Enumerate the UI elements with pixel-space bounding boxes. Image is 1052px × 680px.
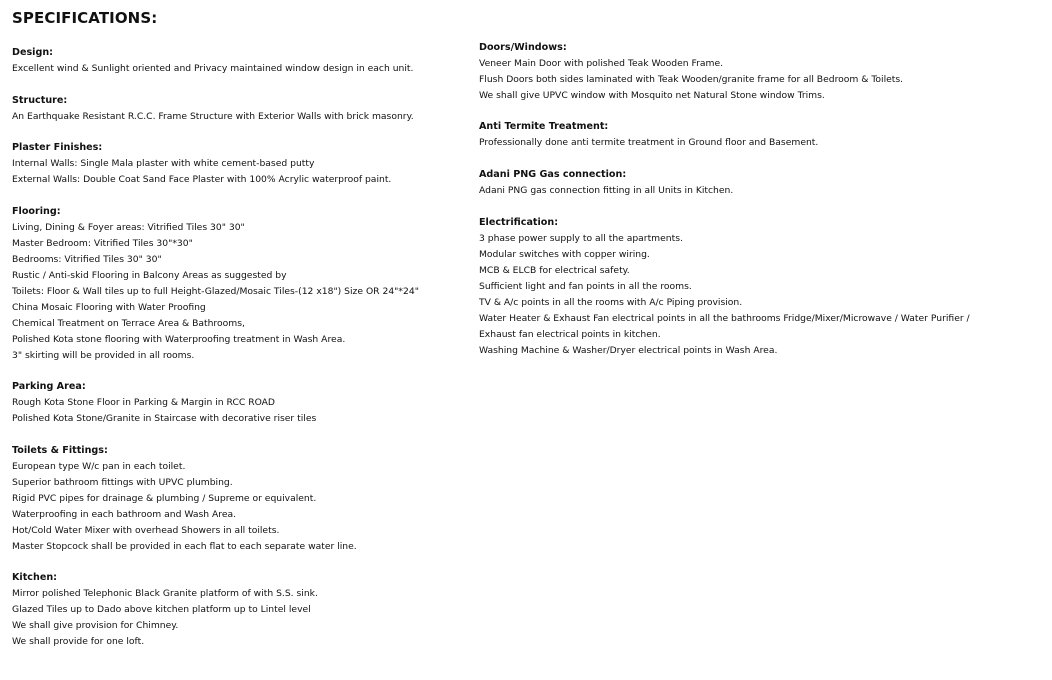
section-line: Veneer Main Door with polished Teak Wooden Frame.: [479, 58, 724, 69]
section-line: Rigid PVC pipes for drainage & plumbing / Supreme or equivalent.: [12, 493, 317, 504]
section-line: 3 phase power supply to all the apartments.: [479, 233, 683, 244]
section-line: Internal Walls: Single Mala plaster with white cement-based putty: [12, 158, 315, 169]
section-heading: Adani PNG Gas connection:: [479, 169, 627, 180]
section-parking-area: [12, 379, 472, 427]
section-design: [12, 45, 472, 77]
section-line: Rustic / Anti-skid Flooring in Balcony Areas as suggested by: [12, 270, 287, 281]
section-line: Professionally done anti termite treatment in Ground floor and Basement.: [479, 137, 819, 148]
section-line: 3" skirting will be provided in all rooms.: [12, 350, 195, 361]
section-heading: Doors/Windows:: [479, 42, 567, 53]
section-line: Polished Kota stone flooring with Waterproofing treatment in Wash Area.: [12, 334, 346, 345]
section-line: Waterproofing in each bathroom and Wash Area.: [12, 509, 237, 520]
section-gas-connection: [479, 167, 1039, 199]
section-line: Adani PNG gas connection fitting in all Units in Kitchen.: [479, 185, 734, 196]
section-line: MCB & ELCB for electrical safety.: [479, 265, 630, 276]
section-line: Excellent wind & Sunlight oriented and Privacy maintained window design in each unit.: [12, 63, 414, 74]
section-line: We shall give provision for Chimney.: [12, 620, 179, 631]
section-line: China Mosaic Flooring with Water Proofing: [12, 302, 206, 313]
section-heading: Structure:: [12, 95, 68, 106]
section-heading: Toilets & Fittings:: [12, 445, 108, 456]
section-line: Bedrooms: Vitrified Tiles 30" 30": [12, 254, 162, 265]
section-anti-termite: [479, 119, 1039, 151]
section-line: Flush Doors both sides laminated with Teak Wooden/granite frame for all Bedroom & Toilets.: [479, 74, 904, 85]
section-line: Rough Kota Stone Floor in Parking & Margin in RCC ROAD: [12, 397, 276, 408]
section-doors-windows: [479, 40, 1039, 104]
section-line: External Walls: Double Coat Sand Face Plaster with 100% Acrylic waterproof paint.: [12, 174, 392, 185]
section-line: Master Stopcock shall be provided in each flat to each separate water line.: [12, 541, 357, 552]
section-plaster-finishes: [12, 140, 472, 188]
section-line: Washing Machine & Washer/Dryer electrical points in Wash Area.: [479, 345, 778, 356]
section-line: We shall give UPVC window with Mosquito net Natural Stone window Trims.: [479, 90, 825, 101]
section-toilets-fittings: [12, 443, 472, 555]
section-electrification: [479, 215, 1039, 359]
section-line: Mirror polished Telephonic Black Granite platform of with S.S. sink.: [12, 588, 318, 599]
section-line: Glazed Tiles up to Dado above kitchen platform up to Lintel level: [12, 604, 311, 615]
section-heading: Electrification:: [479, 217, 559, 228]
section-heading: Parking Area:: [12, 381, 86, 392]
section-line: Modular switches with copper wiring.: [479, 249, 650, 260]
section-line: Chemical Treatment on Terrace Area & Bathrooms,: [12, 318, 245, 329]
section-heading: Flooring:: [12, 206, 61, 217]
section-line: An Earthquake Resistant R.C.C. Frame Structure with Exterior Walls with brick masonry.: [12, 111, 414, 122]
page-title: SPECIFICATIONS:: [12, 9, 158, 27]
section-line: European type W/c pan in each toilet.: [12, 461, 186, 472]
section-line: Superior bathroom fittings with UPVC plumbing.: [12, 477, 233, 488]
section-line: Polished Kota Stone/Granite in Staircase with decorative riser tiles: [12, 413, 317, 424]
section-heading: Kitchen:: [12, 572, 57, 583]
section-heading: Design:: [12, 47, 54, 58]
section-line: Water Heater & Exhaust Fan electrical points in all the bathrooms Fridge/Mixer/Microwave / Water Purifier /: [479, 313, 970, 324]
section-structure: [12, 93, 472, 125]
section-line: We shall provide for one loft.: [12, 636, 145, 647]
section-line: Master Bedroom: Vitrified Tiles 30"*30": [12, 238, 193, 249]
section-line: Living, Dining & Foyer areas: Vitrified Tiles 30" 30": [12, 222, 245, 233]
section-line: TV & A/c points in all the rooms with A/c Piping provision.: [479, 297, 743, 308]
section-line: Exhaust fan electrical points in kitchen.: [479, 329, 661, 340]
section-line: Hot/Cold Water Mixer with overhead Showers in all toilets.: [12, 525, 280, 536]
section-heading: Plaster Finishes:: [12, 142, 103, 153]
section-line: Sufficient light and fan points in all the rooms.: [479, 281, 692, 292]
section-line: Toilets: Floor & Wall tiles up to full Height-Glazed/Mosaic Tiles-(12 x18") Size OR 24"*24": [12, 286, 419, 297]
section-kitchen: [12, 570, 472, 650]
section-heading: Anti Termite Treatment:: [479, 121, 609, 132]
section-flooring: [12, 204, 472, 364]
